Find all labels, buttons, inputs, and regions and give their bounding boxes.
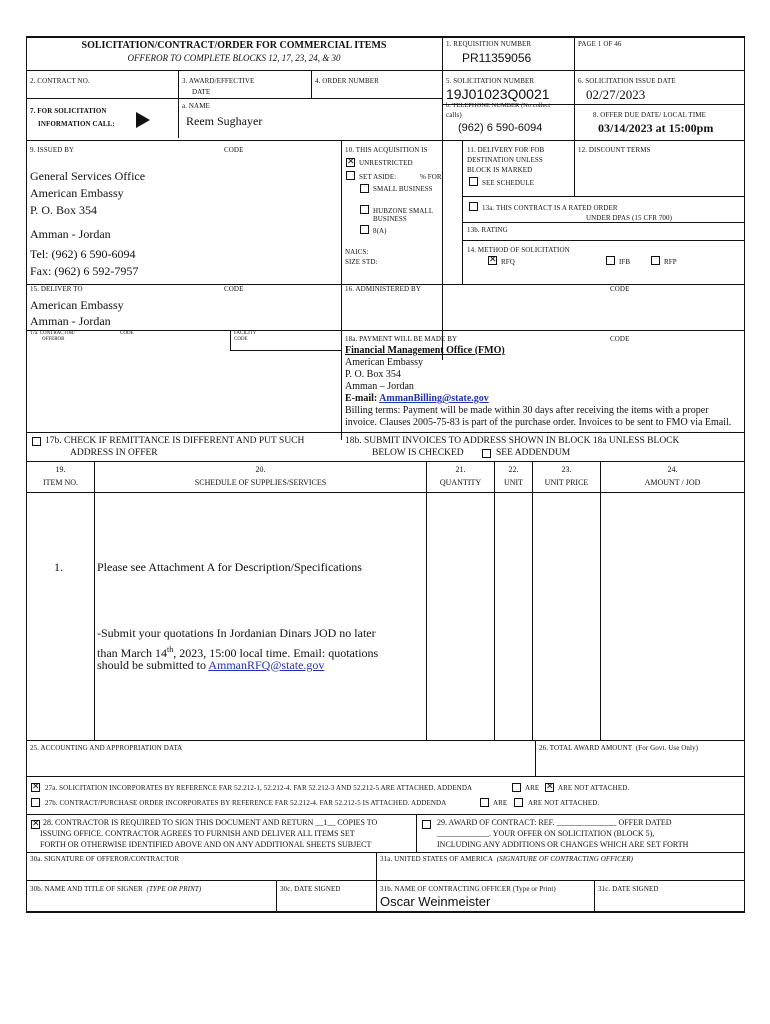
contractor-label-2: OFFEROR: [42, 337, 65, 342]
col-amount-label: AMOUNT / JOD: [644, 478, 701, 487]
rated-order-label-2: UNDER DPAS (15 CFR 700): [586, 214, 673, 222]
ifb-checkbox[interactable]: [606, 256, 615, 265]
payment-office: Financial Management Office (FMO): [345, 345, 505, 356]
award-date-label-2: DATE: [192, 88, 211, 96]
name-label: a. NAME: [182, 102, 210, 110]
due-date-label: 8. OFFER DUE DATE/ LOCAL TIME: [593, 111, 706, 119]
contractor-label: 17a. CONTRACTOR/: [30, 331, 75, 336]
item-description: Please see Attachment A for Description/Specifications: [97, 560, 362, 574]
form-subtitle: OFFEROR TO COMPLETE BLOCKS 12, 17, 23, 24, & 30: [127, 53, 341, 63]
hubzone-label-2: BUSINESS: [373, 215, 407, 223]
submission-note-3: [97, 658, 324, 673]
submit-invoices-label: 18b. SUBMIT INVOICES TO ADDRESS SHOWN IN BLOCK 18a UNLESS BLOCK: [345, 436, 680, 446]
officer-date-label: 31c. DATE SIGNED: [598, 885, 659, 893]
issued-code-label: CODE: [224, 146, 244, 154]
delivery-label-2: DESTINATION UNLESS: [467, 156, 543, 164]
small-business-label: SMALL BUSINESS: [373, 185, 433, 193]
submit-invoices-label-2: BELOW IS CHECKED: [372, 448, 464, 458]
rfq-email-link[interactable]: AmmanRFQ@state.gov: [208, 658, 325, 672]
payment-email-label: E-mail:: [345, 393, 380, 404]
order-number-label: 4. ORDER NUMBER: [315, 77, 379, 85]
arrow-right-icon: [136, 112, 150, 128]
rated-order-label: 13a. THIS CONTRACT IS A RATED ORDER: [482, 204, 618, 212]
info-call-label: 7. FOR SOLICITATION: [30, 107, 107, 115]
col-schedule: 20.: [255, 465, 266, 474]
offeror-date-label: 30c. DATE SIGNED: [280, 885, 341, 893]
eight-a-checkbox[interactable]: [360, 225, 369, 234]
discount-terms-label: 12. DISCOUNT TERMS: [578, 146, 651, 154]
issued-line-3: P. O. Box 354: [30, 203, 98, 217]
pct-for-label: % FOR: [420, 173, 442, 181]
remittance-label-2: ADDRESS IN OFFER: [70, 448, 158, 458]
phone-label-2: calls): [446, 111, 462, 119]
payment-code-label: CODE: [610, 335, 630, 343]
submission-note-2-sup: th: [166, 645, 174, 654]
see-schedule-checkbox[interactable]: [469, 177, 478, 186]
rfp-checkbox[interactable]: [651, 256, 660, 265]
rating-label: 13b. RATING: [467, 226, 508, 234]
clause-27b-are-checkbox[interactable]: [480, 798, 489, 807]
clause-27a-are-checkbox[interactable]: [512, 783, 521, 792]
deliver-to-line-1: American Embassy: [30, 298, 124, 312]
method-label: 14. METHOD OF SOLICITATION: [467, 246, 570, 254]
clause-27a-are: ARE: [525, 784, 540, 792]
solicitation-number-value: 19J01023Q0021: [446, 86, 550, 102]
issued-tel: Tel: (962) 6 590-6094: [30, 247, 136, 261]
acquisition-label: 10. THIS ACQUISITION IS: [345, 146, 428, 154]
clause-29-checkbox[interactable]: [422, 820, 431, 829]
col-unit-label: UNIT: [503, 478, 524, 487]
col-unit-price: 23.: [561, 465, 572, 474]
clause-27a-text: 27a. SOLICITATION INCORPORATES BY REFERENCE FAR 52.212-1, 52.212-4. FAR 52.212-3 AND 52.212-5 ARE ATTACHED. ADDENDA: [45, 784, 473, 792]
issue-date-label: 6. SOLICITATION ISSUE DATE: [578, 77, 676, 85]
naics-label: NAICS:: [345, 248, 369, 256]
accounting-label: 25. ACCOUNTING AND APPROPRIATION DATA: [30, 744, 183, 752]
clause-28-line-3: FORTH OR OTHERWISE IDENTIFIED ABOVE AND ON ANY ADDITIONAL SHEETS SUBJECT: [40, 840, 372, 849]
clause-29-line-1: 29. AWARD OF CONTRACT: REF. _______________ OFFER DATED: [437, 818, 672, 827]
phone-value: (962) 6 590-6094: [458, 122, 543, 134]
small-business-checkbox[interactable]: [360, 184, 369, 193]
solicitation-number-label: 5. SOLICITATION NUMBER: [446, 77, 535, 85]
submission-note-3a: should be submitted to: [97, 658, 209, 672]
page-count: PAGE 1 OF 46: [578, 40, 622, 48]
signer-name-text: 30b. NAME AND TITLE OF SIGNER: [30, 885, 143, 893]
rfq-label: RFQ: [501, 258, 515, 266]
info-call-label-2: INFORMATION CALL:: [38, 120, 115, 128]
clause-27a-are-not-checkbox[interactable]: ✕: [546, 782, 554, 792]
requisition-value: PR11359056: [462, 51, 532, 65]
rfq-checkbox[interactable]: ✕: [489, 255, 497, 265]
see-schedule-label: SEE SCHEDULE: [482, 179, 534, 187]
signature-offeror-label: 30a. SIGNATURE OF OFFEROR/CONTRACTOR: [30, 855, 180, 863]
submission-note-2a: than March 14: [97, 646, 167, 660]
ifb-label: IFB: [619, 258, 631, 266]
clause-28-checkbox[interactable]: ✕: [32, 819, 40, 829]
facility-label: FACILITY: [234, 331, 257, 336]
signature-usa-label: [380, 855, 633, 863]
rfp-label: RFP: [664, 258, 677, 266]
facility-label-2: CODE: [234, 337, 248, 342]
deliver-to-code-label: CODE: [224, 285, 244, 293]
size-std-label: SIZE STD:: [345, 258, 378, 266]
issued-fax: Fax: (962) 6 592-7957: [30, 264, 139, 278]
payment-line-3: Amman – Jordan: [345, 381, 414, 392]
total-award-label: [539, 744, 698, 752]
deliver-to-line-2: Amman - Jordan: [30, 314, 111, 328]
issue-date-value: 02/27/2023: [586, 87, 646, 102]
phone-label: b. TELEPHONE NUMBER (No collect: [446, 102, 551, 109]
col-quantity-label: QUANTITY: [439, 478, 482, 487]
clause-27a-are-not: ARE NOT ATTACHED.: [558, 784, 630, 792]
clause-27b-are-not: ARE NOT ATTACHED.: [528, 799, 600, 807]
payment-email-link[interactable]: AmmanBilling@state.gov: [379, 393, 489, 404]
contracting-officer-name: Oscar Weinmeister: [380, 894, 491, 909]
signature-usa-text: 31a. UNITED STATES OF AMERICA: [380, 855, 493, 863]
contractor-code-label: CODE: [120, 331, 134, 336]
col-quantity: 21.: [455, 465, 466, 474]
item-number: 1.: [54, 560, 63, 574]
delivery-label-3: BLOCK IS MARKED: [467, 166, 533, 174]
col-schedule-label: SCHEDULE OF SUPPLIES/SERVICES: [194, 478, 327, 487]
clause-28-line-2: ISSUING OFFICE. CONTRACTOR AGREES TO FURNISH AND DELIVER ALL ITEMS SET: [40, 829, 355, 838]
issued-by-label: 9. ISSUED BY: [30, 146, 75, 154]
payment-label: 18a. PAYMENT WILL BE MADE BY: [345, 335, 458, 343]
billing-terms-2: invoice. Clauses 2005-75-83 is part of the purchase order. Invoices to be sent to FMO via Email.: [345, 417, 732, 428]
set-aside-checkbox[interactable]: [346, 171, 355, 180]
remittance-checkbox[interactable]: [32, 437, 41, 446]
clause-27b-checkbox[interactable]: [31, 798, 40, 807]
submission-note-1: -Submit your quotations In Jordanian Dinars JOD no later: [97, 626, 376, 640]
col-unit-price-label: UNIT PRICE: [544, 478, 589, 487]
hubzone-label: HUBZONE SMALL: [373, 207, 434, 215]
issued-line-1: General Services Office: [30, 169, 146, 183]
total-award-label-text: 26. TOTAL AWARD AMOUNT: [539, 744, 633, 752]
administered-code-label: CODE: [610, 285, 630, 293]
issued-line-4: Amman - Jordan: [30, 227, 111, 241]
unrestricted-label: UNRESTRICTED: [359, 159, 413, 167]
contact-name: Reem Sughayer: [186, 114, 263, 128]
clause-27b-are-not-checkbox[interactable]: [514, 798, 523, 807]
eight-a-label: 8(A): [373, 227, 387, 235]
col-item-no: 19.: [55, 465, 66, 474]
signer-name-label: [30, 885, 201, 893]
payment-email-row: [345, 393, 489, 405]
payment-line-2: P. O. Box 354: [345, 369, 401, 380]
payment-line-1: American Embassy: [345, 357, 424, 368]
unrestricted-checkbox[interactable]: ✕: [347, 157, 355, 167]
requisition-label: 1. REQUISITION NUMBER: [446, 40, 532, 48]
col-amount: 24.: [667, 465, 678, 474]
form-title: SOLICITATION/CONTRACT/ORDER FOR COMMERCIAL ITEMS: [81, 40, 387, 51]
clause-28-line-1: 28. CONTRACTOR IS REQUIRED TO SIGN THIS DOCUMENT AND RETURN __1__ COPIES TO: [43, 818, 378, 827]
delivery-label: 11. DELIVERY FOR FOB: [467, 146, 545, 154]
administered-by-label: 16. ADMINISTERED BY: [345, 285, 421, 293]
contract-no-label: 2. CONTRACT NO.: [30, 77, 90, 85]
clause-29-line-3: INCLUDING ANY ADDITIONS OR CHANGES WHICH ARE SET FORTH: [437, 840, 689, 849]
billing-terms-1: Billing terms: Payment will be made within 30 days after receiving the items with a proper: [345, 405, 709, 416]
signer-name-note: (TYPE OR PRINT): [146, 885, 202, 893]
due-date-value: 03/14/2023 at 15:00pm: [598, 121, 714, 135]
award-date-label: 3. AWARD/EFFECTIVE: [182, 77, 255, 85]
clause-29-line-2: _____________. YOUR OFFER ON SOLICITATION (BLOCK 5),: [437, 829, 655, 838]
submission-note-2b: , 2023, 15:00 local time. Email: quotations: [173, 646, 379, 660]
see-addendum-label: SEE ADDENDUM: [496, 448, 571, 458]
set-aside-label: SET ASIDE:: [359, 173, 397, 181]
clause-27b-text: 27b. CONTRACT/PURCHASE ORDER INCORPORATES BY REFERENCE FAR 52.212-4. FAR 52.212-5 IS ATTACHED. ADDENDA: [45, 799, 447, 807]
total-award-note: (For Govt. Use Only): [635, 744, 699, 752]
contracting-officer-label: 31b. NAME OF CONTRACTING OFFICER (Type or Print): [380, 885, 556, 893]
signature-usa-note: (SIGNATURE OF CONTRACTING OFFICER): [496, 855, 634, 863]
col-item-no-label: ITEM NO.: [42, 478, 79, 487]
see-addendum-checkbox[interactable]: [482, 449, 491, 458]
rated-order-checkbox[interactable]: [469, 202, 478, 211]
deliver-to-label: 15. DELIVER TO: [30, 285, 83, 293]
remittance-label: 17b. CHECK IF REMITTANCE IS DIFFERENT AND PUT SUCH: [45, 436, 305, 446]
issued-line-2: American Embassy: [30, 186, 124, 200]
hubzone-checkbox[interactable]: [360, 205, 369, 214]
clause-27a-checkbox[interactable]: ✕: [32, 782, 40, 792]
clause-27b-are: ARE: [493, 799, 508, 807]
col-unit: 22.: [508, 465, 519, 474]
